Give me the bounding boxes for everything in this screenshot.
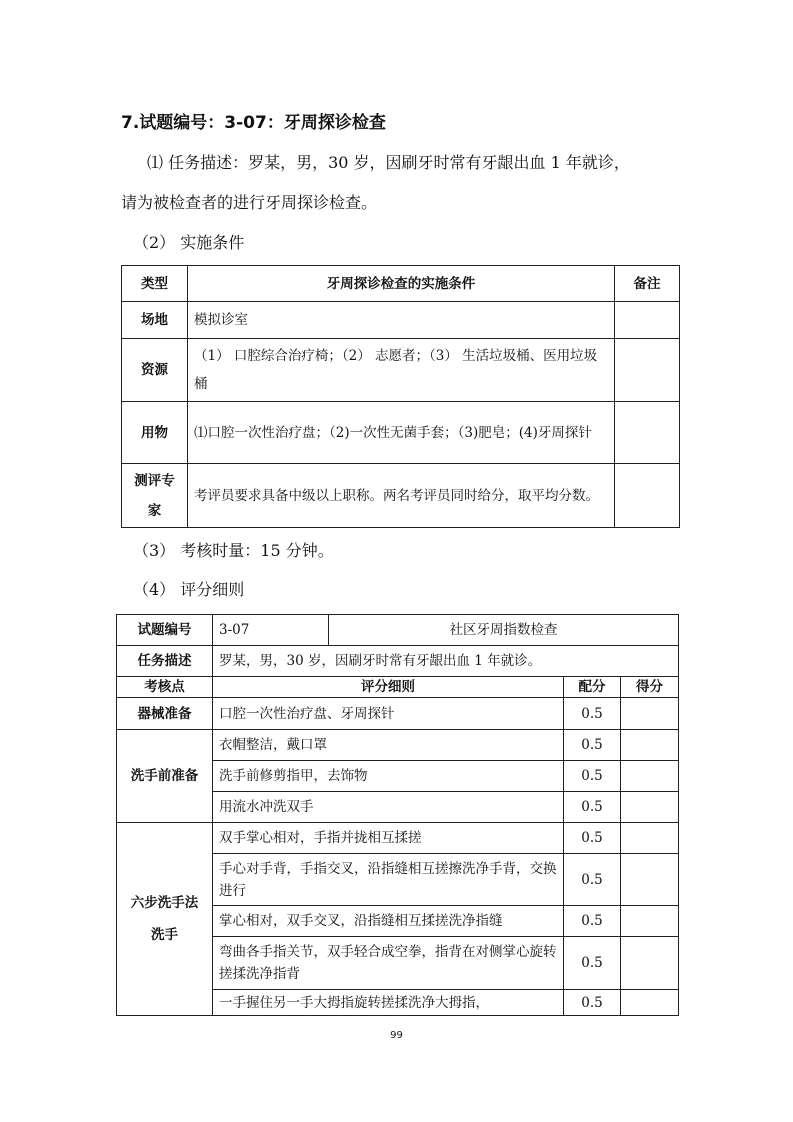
earned-cell — [621, 730, 679, 761]
table-row-description — [117, 646, 679, 677]
check-point: 六步洗手法洗手 — [117, 823, 213, 1016]
table-row — [117, 698, 679, 730]
table-header-row — [122, 266, 680, 302]
page-heading: 7.试题编号：3-07：牙周探诊检查 — [121, 113, 386, 133]
score-value: 0.5 — [564, 792, 621, 823]
criteria-text: 掌心相对，双手交叉，沿指缝相互揉搓洗净指缝 — [213, 906, 564, 937]
col-header-conditions: 牙周探诊检查的实施条件 — [188, 266, 615, 302]
col-header-notes: 备注 — [615, 266, 680, 302]
table-header-row — [117, 677, 679, 698]
row-type: 用物 — [122, 402, 188, 464]
score-value: 0.5 — [564, 698, 621, 730]
criteria-text: 衣帽整洁，戴口罩 — [213, 730, 564, 761]
col-header-score: 配分 — [564, 677, 621, 698]
criteria-text: 口腔一次性治疗盘、牙周探针 — [213, 698, 564, 730]
id-label: 试题编号 — [117, 615, 213, 646]
score-value: 0.5 — [564, 854, 621, 906]
col-header-point: 考核点 — [117, 677, 213, 698]
table-row — [117, 730, 679, 761]
earned-cell — [621, 761, 679, 792]
row-type: 资源 — [122, 339, 188, 402]
score-value: 0.5 — [564, 990, 621, 1016]
criteria-text: 双手掌心相对，手指并拢相互揉搓 — [213, 823, 564, 854]
table-row — [117, 823, 679, 854]
section-duration: （3） 考核时量：15 分钟。 — [133, 541, 334, 560]
score-value: 0.5 — [564, 761, 621, 792]
desc-label: 任务描述 — [117, 646, 213, 677]
earned-cell — [621, 906, 679, 937]
earned-cell — [621, 823, 679, 854]
table-row — [122, 339, 680, 402]
page-number: 99 — [390, 1030, 403, 1041]
row-notes — [615, 339, 680, 402]
row-notes — [615, 402, 680, 464]
earned-cell — [621, 937, 679, 990]
section-conditions-heading: （2） 实施条件 — [133, 233, 245, 252]
row-content: 考评员要求具备中级以上职称。两名考评员同时给分，取平均分数。 — [188, 464, 615, 528]
col-header-criteria: 评分细则 — [213, 677, 564, 698]
check-point: 器械准备 — [117, 698, 213, 730]
row-content: 模拟诊室 — [188, 302, 615, 339]
desc-value: 罗某，男，30 岁，因刷牙时常有牙龈出血 1 年就诊。 — [213, 646, 679, 677]
row-notes — [615, 464, 680, 528]
task-description-line2: 请为被检查者的进行牙周探诊检查。 — [121, 193, 378, 212]
criteria-text: 洗手前修剪指甲，去饰物 — [213, 761, 564, 792]
table-row — [122, 402, 680, 464]
criteria-text: 用流水冲洗双手 — [213, 792, 564, 823]
row-type: 测评专家 — [122, 464, 188, 528]
score-value: 0.5 — [564, 906, 621, 937]
row-notes — [615, 302, 680, 339]
score-value: 0.5 — [564, 730, 621, 761]
row-content: （1） 口腔综合治疗椅；（2） 志愿者；（3） 生活垃圾桶、医用垃圾桶 — [188, 339, 615, 402]
criteria-text: 手心对手背，手指交叉，沿指缝相互搓擦洗净手背，交换进行 — [213, 854, 564, 906]
row-content: ⑴口腔一次性治疗盘；（2)一次性无菌手套；（3)肥皂；(4)牙周探针 — [188, 402, 615, 464]
table-row-id — [117, 615, 679, 646]
id-title: 社区牙周指数检查 — [329, 615, 679, 646]
earned-cell — [621, 990, 679, 1016]
earned-cell — [621, 792, 679, 823]
scoring-table — [116, 614, 679, 1016]
score-value: 0.5 — [564, 937, 621, 990]
check-point: 洗手前准备 — [117, 730, 213, 823]
col-header-earned: 得分 — [621, 677, 679, 698]
conditions-table — [121, 265, 680, 528]
task-description-line1: ⑴ 任务描述：罗某，男，30 岁，因刷牙时常有牙龈出血 1 年就诊， — [147, 153, 630, 172]
criteria-text: 弯曲各手指关节，双手轻合成空拳，指背在对侧掌心旋转搓揉洗净指背 — [213, 937, 564, 990]
id-value: 3-07 — [213, 615, 329, 646]
section-scoring-heading: （4） 评分细则 — [133, 580, 245, 599]
score-value: 0.5 — [564, 823, 621, 854]
earned-cell — [621, 854, 679, 906]
col-header-type: 类型 — [122, 266, 188, 302]
row-type: 场地 — [122, 302, 188, 339]
earned-cell — [621, 698, 679, 730]
criteria-text: 一手握住另一手大拇指旋转搓揉洗净大拇指， — [213, 990, 564, 1016]
table-row — [122, 302, 680, 339]
table-row — [122, 464, 680, 528]
